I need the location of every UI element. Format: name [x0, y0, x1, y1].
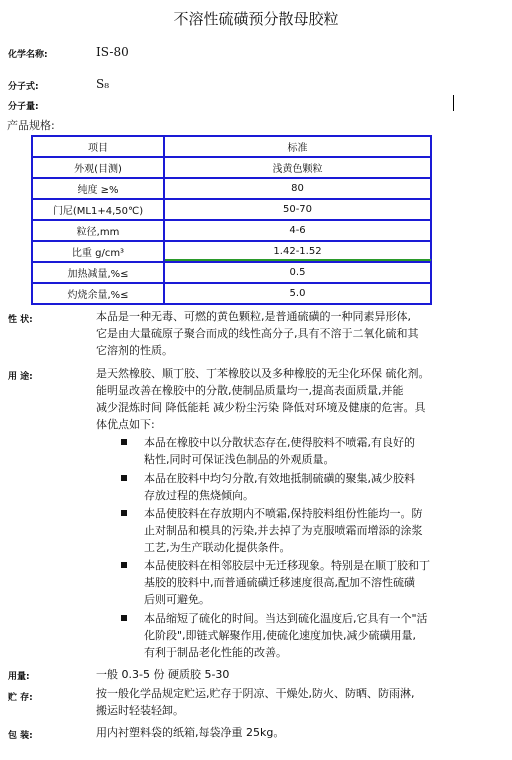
table-row — [32, 262, 431, 283]
packing-label: 包 装: — [8, 731, 33, 741]
text-line: 搬运时轻装轻卸。 — [96, 704, 184, 717]
text-line: 有利于制品老化性能的改善。 — [144, 646, 287, 659]
text-line: 化阶段",即链式解聚作用,使硫化速度加快,减少硫磺用量, — [144, 629, 417, 642]
table-cell: 门尼(ML1+4,50℃) — [32, 199, 164, 220]
bullet-icon — [121, 562, 127, 568]
text-line: 本品在橡胶中以分散状态存在,使得胶料不喷霜,有良好的 — [144, 436, 415, 449]
bullet-icon — [121, 615, 127, 621]
table-cell: 1.42-1.52 — [164, 241, 431, 262]
mw-label: 分子量: — [8, 102, 39, 112]
table-cell: 比重 g/cm³ — [32, 241, 164, 262]
text-line: 体优点如下: — [96, 418, 155, 431]
formula-value: S₈ — [96, 77, 110, 91]
text-line: 基胶的胶料中,而普通硫磺迁移速度很高,配加不溶性硫磺 — [144, 576, 415, 589]
spec-table — [31, 135, 432, 305]
text-line: 本品使胶料在存放期内不喷霜,保持胶料组份性能均一。防 — [144, 507, 423, 520]
table-cell: 外观(目测) — [32, 157, 164, 178]
table-cell: 加热减量,%≤ — [32, 262, 164, 283]
bullet-icon — [121, 475, 127, 481]
table-cell: 纯度 ≥% — [32, 178, 164, 199]
table-row — [32, 157, 431, 178]
table-cell: 50-70 — [164, 199, 431, 220]
text-line: 能明显改善在橡胶中的分散,使制品质量均一,提高表面质量,并能 — [96, 384, 404, 397]
chem-name-label: 化学名称: — [8, 50, 48, 60]
table-cell: 80 — [164, 178, 431, 199]
properties-text — [96, 308, 419, 359]
text-line: 它溶剂的性质。 — [96, 344, 173, 357]
table-cell: 4-6 — [164, 220, 431, 241]
formula-label: 分子式: — [8, 82, 39, 92]
table-cell: 5.0 — [164, 283, 431, 304]
text-line: 止对制品和模具的污染,并去掉了为克服喷霜而增添的涂浆 — [144, 524, 423, 537]
text-line: 本品缩短了硫化的时间。当达到硫化温度后,它具有一个"活 — [144, 612, 428, 625]
table-row — [32, 220, 431, 241]
text-line: 按一般化学品规定贮运,贮存于阴凉、干燥处,防火、防晒、防雨淋, — [96, 687, 415, 700]
text-line: 它是由大量硫原子聚合而成的线性高分子,具有不溶于二氧化硫和其 — [96, 327, 419, 340]
table-row — [32, 199, 431, 220]
text-line: 工艺,为生产联动化提供条件。 — [144, 541, 291, 554]
table-header-row — [32, 136, 431, 157]
storage-label: 贮 存: — [8, 693, 33, 703]
chem-name-value: IS-80 — [96, 45, 129, 59]
properties-label: 性 状: — [8, 315, 33, 325]
packing-value: 用内衬塑料袋的纸箱,每袋净重 25kg。 — [96, 726, 285, 739]
text-line: 本品使胶料在相邻胶层中无迁移现象。特别是在顺丁胶和丁 — [144, 559, 430, 572]
text-cursor — [453, 95, 454, 111]
text-line: 存放过程的焦烧倾向。 — [144, 489, 254, 502]
text-line: 本品是一种无毒、可燃的黄色颗粒,是普通硫磺的一种同素异形体, — [96, 310, 411, 323]
table-cell: 浅黄色颗粒 — [164, 157, 431, 178]
text-line: 本品在胶料中均匀分散,有效地抵制硫磺的聚集,减少胶料 — [144, 472, 415, 485]
header-cell: 标准 — [164, 136, 431, 157]
text-line: 粘性,同时可保证浅色制品的外观质量。 — [144, 453, 335, 466]
spec-label: 产品规格: — [7, 119, 55, 132]
bullet-icon — [121, 510, 127, 516]
table-cell: 粒径,mm — [32, 220, 164, 241]
header-cell: 项目 — [32, 136, 164, 157]
dosage-value: 一般 0.3-5 份 硬质胶 5-30 — [96, 668, 230, 681]
text-line: 减少混炼时间 降低能耗 减少粉尘污染 降低对环境及健康的危害。具 — [96, 401, 426, 414]
text-line: 是天然橡胶、顺丁胶、丁苯橡胶以及多种橡胶的无尘化环保 硫化剂。 — [96, 367, 430, 380]
table-row — [32, 283, 431, 304]
dosage-label: 用量: — [8, 672, 30, 682]
usage-text — [96, 365, 430, 433]
page-title: 不溶性硫磺预分散母胶粒 — [173, 10, 339, 28]
table-cell: 0.5 — [164, 262, 431, 283]
bullet-icon — [121, 439, 127, 445]
table-row — [32, 178, 431, 199]
text-line: 后则可避免。 — [144, 593, 210, 606]
green-underline — [165, 259, 431, 261]
usage-label: 用 途: — [8, 372, 33, 382]
storage-text — [96, 685, 415, 719]
table-cell: 灼烧余量,%≤ — [32, 283, 164, 304]
